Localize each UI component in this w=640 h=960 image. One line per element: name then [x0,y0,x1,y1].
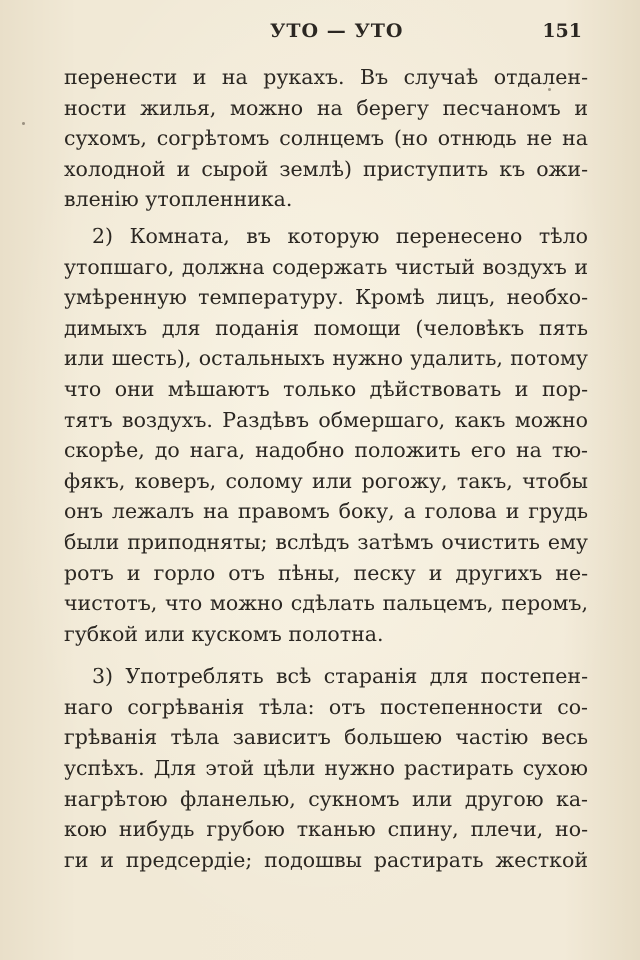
text-line: чистотъ, что можно сдѣлать пальцемъ, перомъ, [64,591,588,616]
text-line: холодной и сырой землѣ) приступить къ ожи- [64,156,588,181]
text-line: кою нибудь грубою тканью спину, плечи, но- [64,817,588,842]
text-line: утопшаго, должна содержать чистый воздухъ и [64,254,588,279]
text-line: нагрѣтою фланелью, сукномъ или другою ка- [64,786,588,811]
text-line: тятъ воздухъ. Раздѣвъ обмершаго, какъ можно [64,407,588,432]
text-line: были приподняты; вслѣдъ затѣмъ очистить ему [64,529,588,554]
text-line: фякъ, коверъ, солому или рогожу, такъ, чтобы [64,468,588,493]
text-line: 3) Употреблять всѣ старанія для постепен- [92,664,588,689]
text-line: что они мѣшаютъ только дѣйствовать и пор- [64,376,588,401]
text-line: ротъ и горло отъ пѣны, песку и другихъ не- [64,560,588,585]
ink-speck [22,122,25,125]
text-line: грѣванія тѣла зависитъ большею частію весь [64,725,588,750]
paragraph-2 [64,221,588,649]
text-line: наго согрѣванія тѣла: отъ постепенности со- [64,694,588,719]
text-line: ги и предсердіе; подошвы растирать жесткой [64,847,588,872]
text-line: успѣхъ. Для этой цѣли нужно растирать сухою [64,756,588,781]
text-line: вленію утопленника. [64,187,293,212]
paragraph-1 [64,62,588,215]
text-line: онъ лежалъ на правомъ боку, а голова и грудь [64,499,588,524]
text-line: умѣренную температуру. Кромѣ лицъ, необхо- [64,285,588,310]
running-head [0,14,640,48]
text-line: сухомъ, согрѣтомъ солнцемъ (но отнюдь не на [64,126,588,151]
text-line: димыхъ для поданія помощи (человѣкъ пять [64,315,588,340]
text-line: ности жилья, можно на берегу песчаномъ и [64,95,588,120]
running-title: УТО — УТО [270,20,404,42]
text-line: скорѣе, до нага, надобно положить его на тю- [64,438,588,463]
text-line: или шесть), остальныхъ нужно удалить, потому [64,346,588,371]
paragraph-3 [64,661,588,875]
page-number: 151 [542,20,582,42]
text-line: губкой или кускомъ полотна. [64,621,384,646]
body-text [64,62,588,875]
text-line: 2) Комната, въ которую перенесено тѣло [92,223,588,248]
text-line: перенести и на рукахъ. Въ случаѣ отдален- [64,65,588,89]
